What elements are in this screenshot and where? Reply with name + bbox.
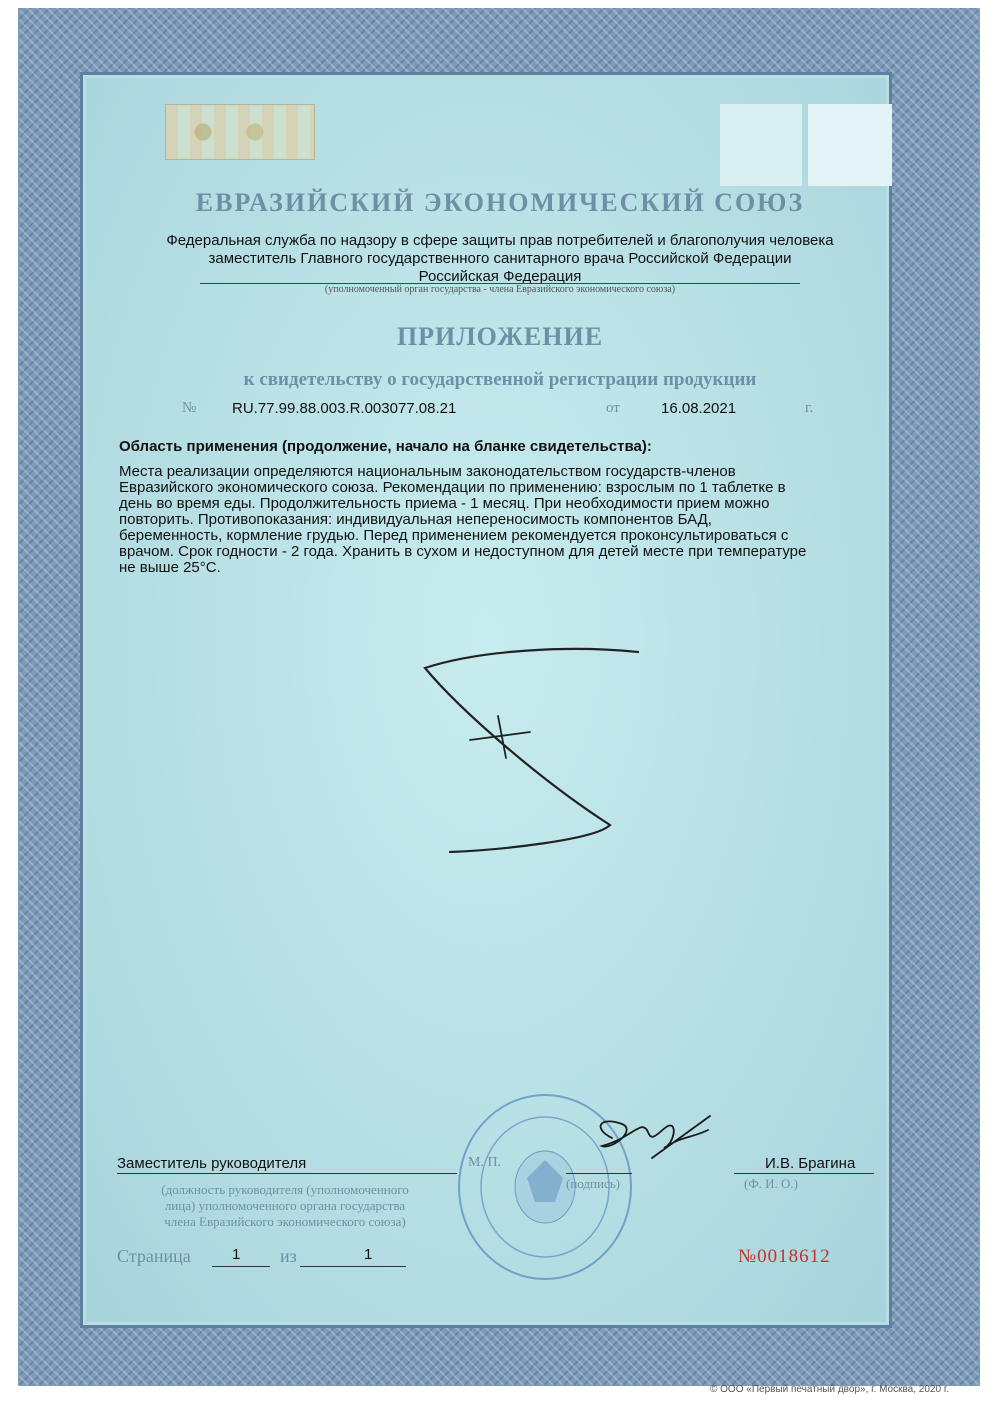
position-note-line: (должность руководителя (уполномоченного [161,1182,409,1197]
page-total-line [300,1266,406,1267]
stamp-place-label: М. П. [468,1155,502,1170]
of-label: из [280,1246,297,1266]
agency-line: Федеральная служба по надзору в сфере защиты прав потребителей и благополучия человека [166,232,834,249]
section-title: Область применения (продолжение, начало на бланке свидетельства): [119,438,652,455]
printer-copyright: © ООО «Первый печатный двор», г. Москва, 2020 г. [710,1384,950,1395]
signatory-position: Заместитель руководителя [117,1155,307,1172]
body-line: не выше 25°С. [119,559,221,576]
hologram-strip [165,104,315,160]
position-note [115,1182,455,1230]
year-suffix: г. [805,400,814,416]
agency-note: (уполномоченный орган государства - члена Евразийского экономического союза) [324,284,676,295]
agency-line: Российская Федерация [418,268,582,285]
body-line: врачом. Срок годности - 2 года. Хранить в сухом и недоступном для детей месте при температуре [119,543,807,560]
security-panel-right [808,104,892,186]
document-subtitle: к свидетельству о государственной регистрации продукции [243,369,757,390]
security-panel-left [720,104,802,186]
position-note-line: лица) уполномоченного органа государства [164,1198,406,1213]
body-line: Места реализации определяются национальным законодательством государств-членов [119,463,736,480]
from-label: от [606,400,620,416]
registration-number: RU.77.99.88.003.R.003077.08.21 [232,400,457,417]
page-current: 1 [232,1246,241,1263]
signature-line [566,1173,632,1174]
page-current-line [212,1266,270,1267]
document-title: ПРИЛОЖЕНИЕ [396,322,604,351]
signatory-name: И.В. Брагина [765,1155,856,1172]
signature-note: (подпись) [566,1176,620,1191]
z-stroke-mark [420,640,660,880]
section-body [119,464,894,576]
name-note: (Ф. И. О.) [744,1176,798,1191]
position-line [117,1173,457,1174]
body-line: Евразийского экономического союза. Рекомендации по применению: взрослым по 1 таблетке в [119,479,786,496]
serial-number: №0018612 [738,1246,831,1267]
handwritten-signature [582,1108,712,1168]
page-total: 1 [364,1246,373,1263]
body-line: повторить. Противопоказания: индивидуальная непереносимость компонентов БАД, [119,511,712,528]
number-sign: № [182,400,197,416]
name-line [734,1173,874,1174]
page-label: Страница [117,1246,191,1266]
agency-block [110,232,890,286]
registration-date: 16.08.2021 [661,400,737,417]
position-note-line: члена Евразийского экономического союза) [164,1214,406,1229]
union-title: ЕВРАЗИЙСКИЙ ЭКОНОМИЧЕСКИЙ СОЮЗ [195,188,805,217]
agency-line: заместитель Главного государственного санитарного врача Российской Федерации [208,250,792,267]
body-line: беременность, кормление грудью. Перед применением рекомендуется проконсультироваться с [119,527,789,544]
body-line: день во время еды. Продолжительность приема - 1 месяц. При необходимости прием можно [119,495,770,512]
